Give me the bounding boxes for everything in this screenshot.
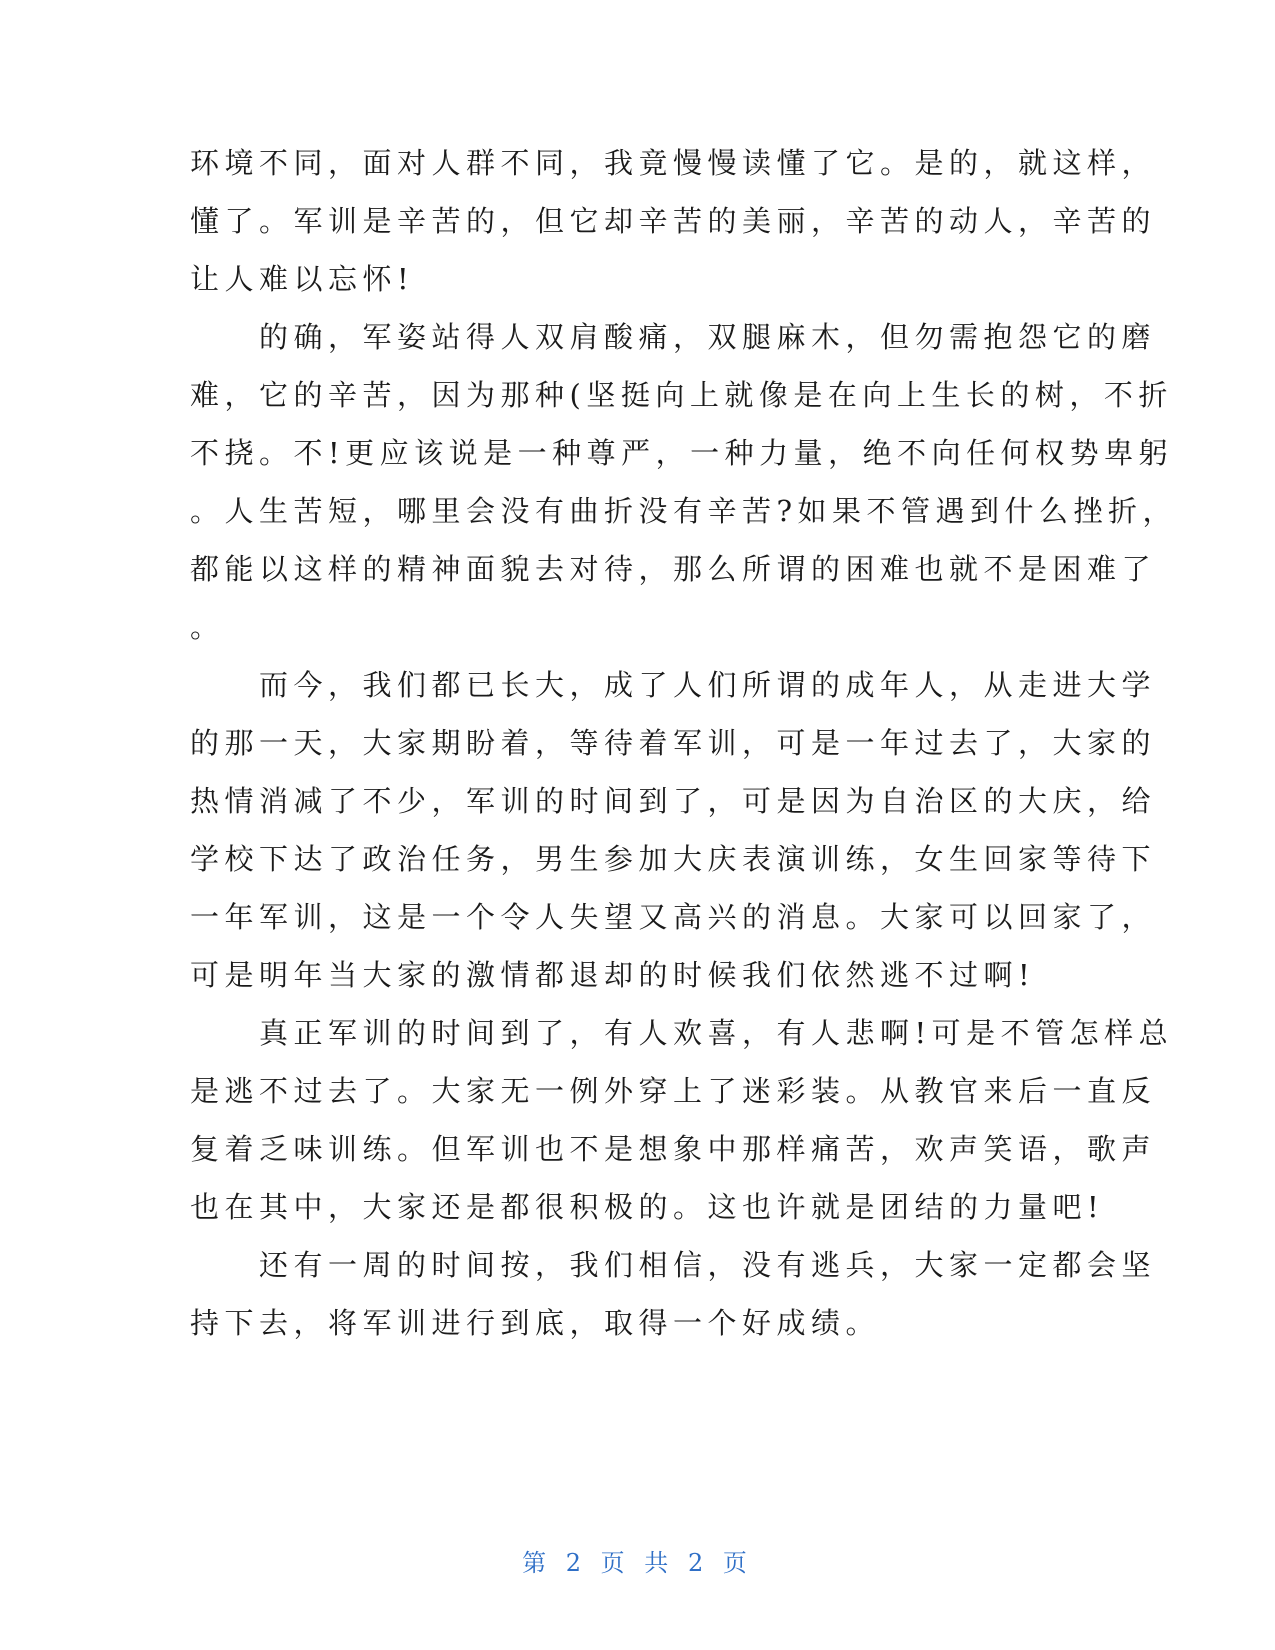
page-number: 第 2 页 共 2 页 [522, 1549, 753, 1577]
text-line: 热情消减了不少，军训的时间到了，可是因为自治区的大庆，给 [190, 784, 1157, 818]
text-line: 而今，我们都已长大，成了人们所谓的成年人，从走进大学 [190, 668, 1157, 702]
text-line: 懂了。军训是辛苦的，但它却辛苦的美丽，辛苦的动人，辛苦的 [190, 204, 1157, 238]
text-line: 还有一周的时间按，我们相信，没有逃兵，大家一定都会坚 [190, 1248, 1157, 1282]
text-line: 的确，军姿站得人双肩酸痛，双腿麻木，但勿需抱怨它的磨 [190, 320, 1157, 354]
text-line: 。人生苦短，哪里会没有曲折没有辛苦?如果不管遇到什么挫折， [190, 494, 1178, 528]
text-line: 学校下达了政治任务，男生参加大庆表演训练，女生回家等待下 [190, 842, 1157, 876]
text-line: 让人难以忘怀! [190, 262, 415, 296]
text-line: 。 [190, 610, 225, 644]
text-line: 的那一天，大家期盼着，等待着军训，可是一年过去了，大家的 [190, 726, 1157, 760]
text-line: 难，它的辛苦，因为那种(坚挺向上就像是在向上生长的树，不折 [190, 378, 1173, 412]
text-line: 真正军训的时间到了，有人欢喜，有人悲啊!可是不管怎样总 [190, 1016, 1174, 1050]
text-line: 也在其中，大家还是都很积极的。这也许就是团结的力量吧! [190, 1190, 1105, 1224]
text-line: 环境不同，面对人群不同，我竟慢慢读懂了它。是的，就这样， [190, 146, 1157, 180]
text-line: 是逃不过去了。大家无一例外穿上了迷彩装。从教官来后一直反 [190, 1074, 1157, 1108]
text-line: 可是明年当大家的激情都退却的时候我们依然逃不过啊! [190, 958, 1036, 992]
text-line: 不挠。不!更应该说是一种尊严，一种力量，绝不向任何权势卑躬 [190, 436, 1174, 470]
text-line: 都能以这样的精神面貌去对待，那么所谓的困难也就不是困难了 [190, 552, 1157, 586]
text-line: 复着乏味训练。但军训也不是想象中那样痛苦，欢声笑语，歌声 [190, 1132, 1157, 1166]
text-line: 一年军训，这是一个令人失望又高兴的消息。大家可以回家了， [190, 900, 1157, 934]
text-line: 持下去，将军训进行到底，取得一个好成绩。 [190, 1306, 881, 1340]
